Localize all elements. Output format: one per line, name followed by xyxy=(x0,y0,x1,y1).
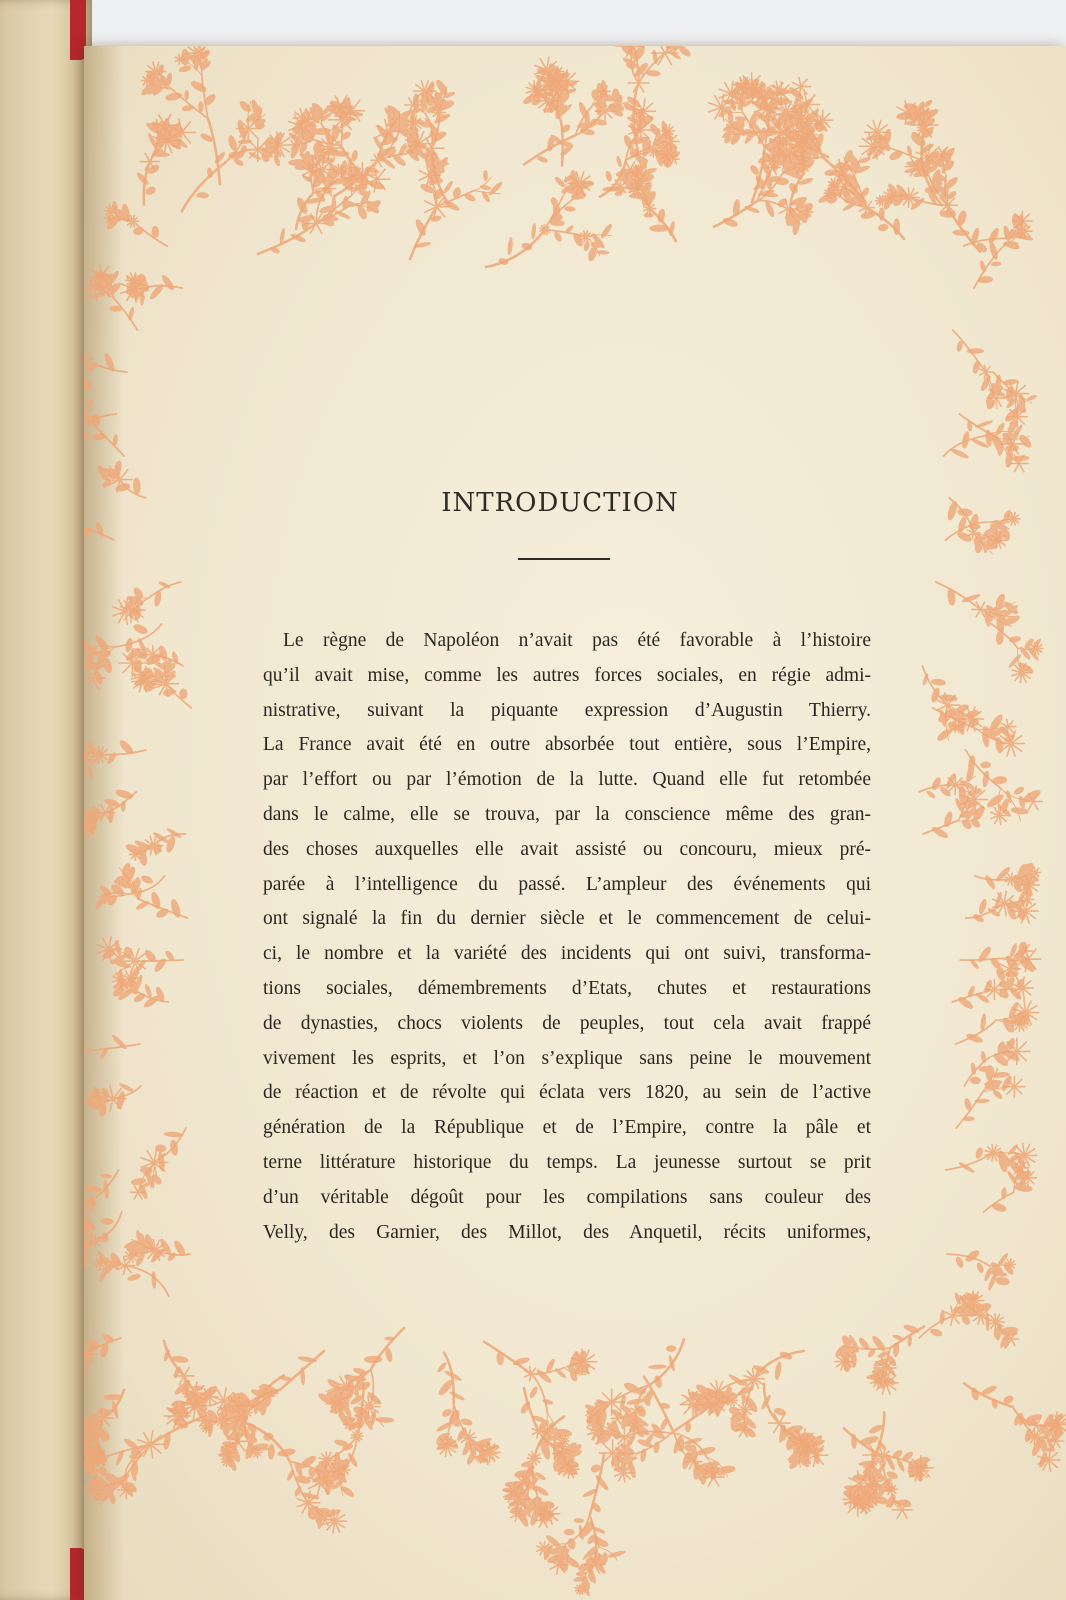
ornament-stem xyxy=(126,1266,169,1296)
ornament-petal xyxy=(1014,1087,1021,1094)
ornament-petal xyxy=(1007,1087,1014,1094)
ornament-leaf xyxy=(184,90,189,100)
ornament-petal xyxy=(739,1430,743,1437)
ornament-petal xyxy=(123,663,132,673)
ornament-leaf xyxy=(165,835,178,854)
ornament-petal xyxy=(378,160,382,166)
ornament-petal xyxy=(626,162,630,170)
ornament-leaf xyxy=(84,399,94,410)
ornament-leaf xyxy=(334,1452,340,1465)
ornament-leaf xyxy=(153,152,170,157)
ornament-petal xyxy=(134,1192,138,1199)
ornament-leaf xyxy=(114,788,133,801)
ornament-petal xyxy=(1029,802,1034,810)
ornament-petal xyxy=(184,1367,189,1376)
ornament-petal xyxy=(618,1437,625,1444)
ornament-leaf xyxy=(542,1398,554,1406)
ornament-stem xyxy=(992,624,1018,648)
ornament-leaf xyxy=(84,390,87,403)
ornament-leaf xyxy=(87,765,94,779)
ornament-petal xyxy=(902,1510,907,1519)
ornament-leaf xyxy=(564,1529,575,1536)
ornament-petal xyxy=(953,1316,959,1324)
ornament-petal xyxy=(437,207,445,217)
ornament-petal xyxy=(1017,1042,1026,1051)
ornament-petal xyxy=(1011,1339,1015,1346)
ornament-leaf xyxy=(84,769,87,776)
ornament-leaf xyxy=(364,1356,382,1364)
ornament-leaf xyxy=(442,180,454,195)
ornament-petal xyxy=(84,352,90,360)
ornament-stem xyxy=(91,1044,140,1051)
ornament-leaf xyxy=(384,1337,395,1341)
ornament-petal xyxy=(86,409,91,417)
ornament-leaf xyxy=(748,164,760,177)
ornament-petal xyxy=(980,602,984,609)
ornament-leaf xyxy=(346,167,361,172)
ornament-leaf xyxy=(649,224,669,232)
ornament-leaf xyxy=(528,1385,539,1399)
ornament-stem xyxy=(964,1383,1013,1407)
ornament-leaf xyxy=(574,1518,585,1523)
ornament-leaf xyxy=(135,171,150,186)
ornament-petal xyxy=(689,1462,693,1469)
ornament-petal xyxy=(603,1393,612,1402)
ornament-leaf xyxy=(843,1358,851,1372)
ornament-stem xyxy=(486,230,545,267)
ornament-petal xyxy=(1056,1441,1060,1448)
ornament-leaf xyxy=(507,237,514,256)
ornament-leaf xyxy=(84,430,89,442)
ornament-petal xyxy=(986,367,990,372)
ornament-leaf xyxy=(626,1397,646,1406)
ornament-petal xyxy=(145,153,150,161)
ornament-leaf xyxy=(732,199,741,217)
ornament-petal xyxy=(665,53,672,64)
ornament-leaf xyxy=(549,219,564,226)
ornament-petal xyxy=(1033,802,1038,810)
ornament-leaf xyxy=(413,93,419,109)
ornament-leaf xyxy=(333,151,350,157)
ornament-leaf xyxy=(877,223,889,232)
ornament-petal xyxy=(1017,417,1024,424)
ornament-leaf xyxy=(196,192,209,199)
ornament-petal xyxy=(153,648,159,654)
ornament-leaf xyxy=(144,185,157,197)
ornament-leaf xyxy=(666,1345,677,1352)
left-page-edge xyxy=(0,0,92,1600)
ornament-leaf xyxy=(162,1432,172,1451)
ornament-leaf xyxy=(127,306,135,321)
ornament-leaf xyxy=(178,64,192,73)
ornament-leaf xyxy=(140,874,154,885)
ornament-petal xyxy=(1008,721,1013,727)
ornament-petal xyxy=(976,609,980,616)
ornament-petal xyxy=(605,111,612,118)
ornament-leaf xyxy=(607,1549,626,1559)
ornament-leaf xyxy=(531,223,537,240)
ornament-petal xyxy=(84,417,86,425)
ornament-petal xyxy=(101,805,106,813)
ornament-leaf xyxy=(165,91,183,102)
ornament-petal xyxy=(316,224,322,234)
ornament-stem xyxy=(545,230,586,237)
ornament-petal xyxy=(134,1186,138,1193)
ornament-leaf xyxy=(774,1361,783,1381)
ornament-leaf xyxy=(132,622,149,636)
ornament-petal xyxy=(103,1418,109,1426)
ornament-leaf xyxy=(106,751,117,765)
ornament-petal xyxy=(409,98,413,105)
ornament-leaf xyxy=(297,1355,317,1363)
ornament-leaf xyxy=(652,50,659,65)
ornament-leaf xyxy=(643,213,654,218)
ornament-leaf xyxy=(181,104,194,112)
ornament-petal xyxy=(1008,727,1013,733)
ornament-petal xyxy=(84,375,88,383)
ornament-leaf xyxy=(564,206,576,212)
ornament-petal xyxy=(248,129,256,137)
ornament-petal xyxy=(897,1510,902,1519)
ornament-petal xyxy=(84,648,86,656)
ornament-leaf xyxy=(851,1352,857,1368)
ornament-petal xyxy=(801,79,807,86)
ornament-stem xyxy=(114,298,138,330)
ornament-leaf xyxy=(980,1384,998,1397)
ornament-petal xyxy=(120,470,128,480)
ornament-petal xyxy=(658,46,665,53)
ornament-petal xyxy=(86,678,92,689)
ornament-petal xyxy=(182,132,191,143)
ornament-petal xyxy=(603,1444,612,1453)
ornament-leaf xyxy=(238,139,253,144)
ornament-leaf xyxy=(596,250,609,255)
ornament-petal xyxy=(639,83,644,92)
ornament-stem xyxy=(202,75,208,118)
ornament-petal xyxy=(774,1423,779,1432)
ornament-leaf xyxy=(449,1390,466,1402)
ornament-leaf xyxy=(332,195,336,211)
ornament-petal xyxy=(1014,464,1019,472)
ornament-leaf xyxy=(599,222,614,239)
ornament-stem xyxy=(150,286,182,288)
ornament-leaf xyxy=(91,413,100,428)
ornament-leaf xyxy=(483,170,488,181)
ornament-leaf xyxy=(480,184,492,191)
ornament-leaf xyxy=(656,208,666,223)
ornament-petal xyxy=(1019,464,1024,472)
ornament-leaf xyxy=(91,433,106,441)
ornament-petal xyxy=(1014,1079,1021,1086)
ornament-leaf xyxy=(615,155,622,168)
ornament-leaf xyxy=(189,79,208,94)
ornament-leaf xyxy=(268,1444,275,1460)
ornament-petal xyxy=(714,1477,719,1486)
ornament-leaf xyxy=(134,605,141,620)
ornament-leaf xyxy=(779,1350,794,1361)
ornament-petal xyxy=(867,201,872,207)
ornament-petal xyxy=(1028,1178,1034,1184)
ornament-petal xyxy=(617,1418,620,1423)
ornament-leaf xyxy=(604,170,612,182)
ornament-leaf xyxy=(648,1364,667,1369)
ornament-leaf xyxy=(198,101,204,112)
ornament-leaf xyxy=(376,1417,395,1423)
ornament-stem xyxy=(444,1353,454,1404)
